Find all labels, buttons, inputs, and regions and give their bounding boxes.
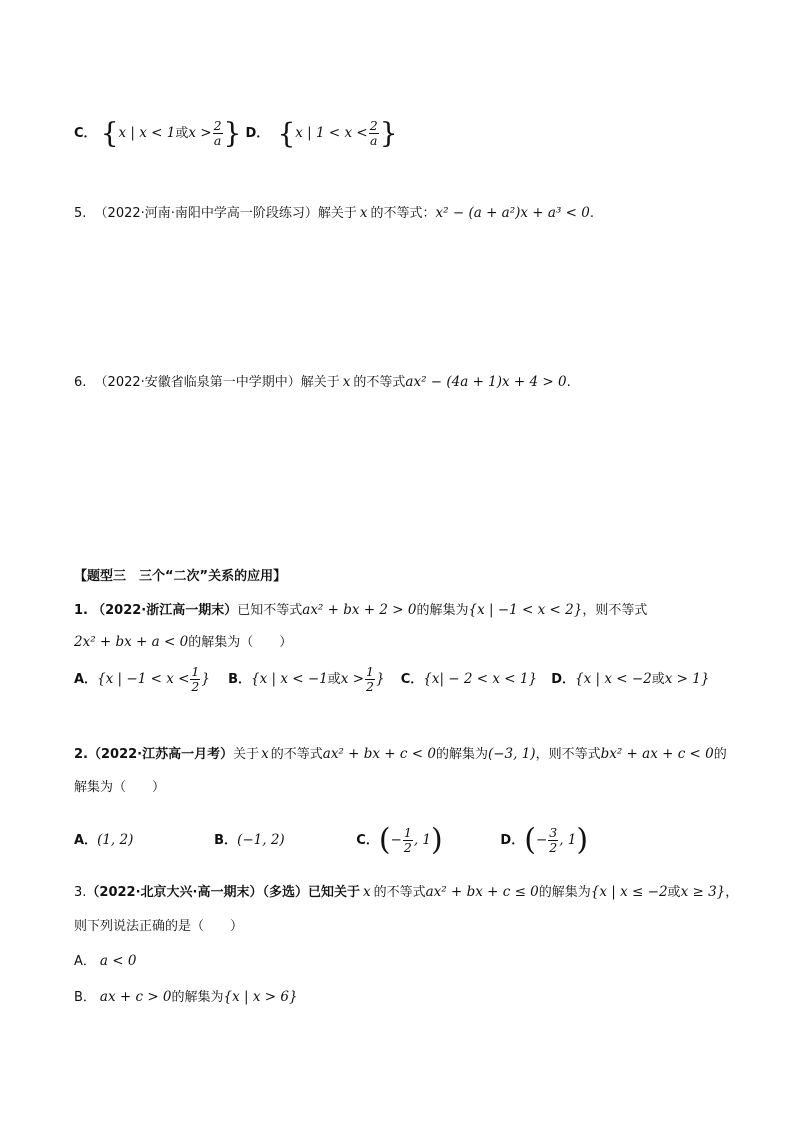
question-1-line-1: 1. （2022·浙江高一期末）已知不等式ax² + bx + 2 > 0的解集为{x | −1 < x < 2}，则不等式 (74, 602, 648, 618)
option-c-label: C． (74, 126, 97, 141)
option-b[interactable]: B． ax + c > 0的解集为{x | x > 6} (74, 989, 298, 1005)
question-2-line-1: 2.（2022·江苏高一月考）关于 x 的不等式ax² + bx + c < 0的解集为(−3, 1)，则不等式bx² + ax + c < 0的 (74, 746, 727, 762)
question-source: （2022·河南·南阳中学高一阶段练习）解关于 (94, 206, 357, 221)
option-d-math: x | 1 < x < (295, 125, 368, 141)
question-5: 5. （2022·河南·南阳中学高一阶段练习）解关于 x 的不等式：x² − (a + a²)x + a³ < 0. (74, 205, 594, 221)
option-d[interactable]: D．(− $\frac{3}{2}$ , 1) (500, 822, 589, 858)
question-1-line-2: 2x² + bx + a < 0的解集为（ ） (74, 634, 293, 650)
question-number: 6. (74, 375, 87, 390)
question-5-formula: x² − (a + a²)x + a³ < 0 (435, 205, 590, 221)
option-b[interactable]: B．(−1, 2) (214, 832, 285, 848)
option-c-math: x | x < 1 (118, 125, 176, 141)
option-d-fraction: $\frac{2}{a}$ (369, 118, 378, 148)
question-3-line-2: 则下列说法正确的是（ ） (74, 919, 244, 934)
question-number: 1. (74, 603, 88, 618)
option-c[interactable]: C．{x| − 2 < x < 1} (400, 671, 538, 687)
question-number: 2. (74, 747, 88, 762)
option-a[interactable]: A．(1, 2) (74, 832, 134, 848)
question-1-options (74, 662, 709, 696)
option-b[interactable]: B．{x | x < −1或x > $\frac{1}{2}$ } (228, 664, 385, 694)
question-number: 5. (74, 206, 87, 221)
question-6: 6. （2022·安徽省临泉第一中学期中）解关于 x 的不等式ax² − (4a + 1)x + 4 > 0. (74, 374, 571, 390)
option-a[interactable]: A． a < 0 (74, 953, 137, 969)
section-title: 【题型三 三个“二次”关系的应用】 (74, 569, 287, 584)
question-2-options (74, 820, 588, 860)
option-a[interactable]: A．{x | −1 < x < $\frac{1}{2}$ } (74, 664, 210, 694)
option-c-fraction: $\frac{2}{a}$ (213, 118, 222, 148)
question-source: （2022·江苏高一月考） (87, 747, 234, 762)
question-6-formula: ax² − (4a + 1)x + 4 > 0 (405, 374, 567, 390)
option-c[interactable]: C．(− $\frac{1}{2}$ , 1) (356, 822, 443, 858)
question-2-line-2: 解集为（ ） (74, 780, 166, 795)
question-source: （2022·安徽省临泉第一中学期中）解关于 (94, 375, 340, 390)
prev-options-line: C． {x | x < 1或x > $\frac{2}{a}$ } D． {x | 1 < x < $\frac{2}{a}$ } (74, 116, 398, 150)
question-source: （2022·北京大兴·高一期末）（多选）已知关于 (86, 885, 360, 900)
option-d-label: D． (245, 126, 270, 141)
question-source: （2022·浙江高一期末） (92, 603, 238, 618)
question-number: 3. (74, 885, 87, 900)
question-3-line-1: 3.（2022·北京大兴·高一期末）（多选）已知关于 x 的不等式ax² + bx + c ≤ 0的解集为{x | x ≤ −2或x ≥ 3}， (74, 884, 739, 900)
option-d[interactable]: D．{x | x < −2或x > 1} (551, 671, 710, 687)
